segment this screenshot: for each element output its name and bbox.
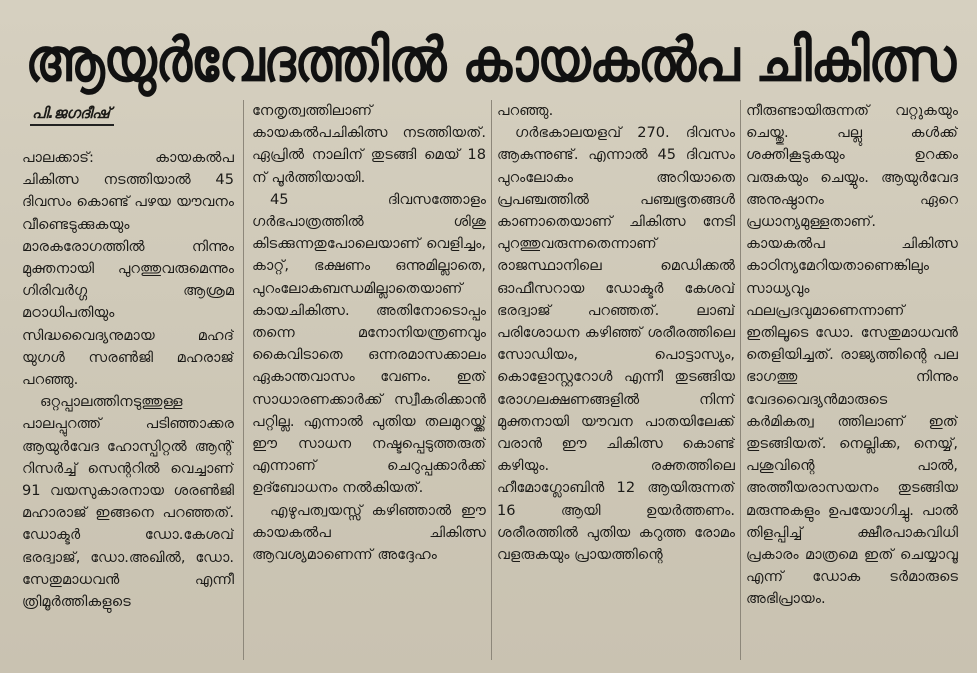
article-column-1 bbox=[22, 147, 234, 667]
paragraph: നീരുണ്ടായിരുന്നത് വറ്റുകയും ചെയ്തു. പല്ലു കൾക്ക് ശക്തികൂടുകയും ഉറക്കം വരുകയും ചെയ്യും. ആയുർവേദ അനുഷ്ഠാനം ഏറെ പ്രധാന്യമുള്ളതാണ്. കായകൽപ ചികിത്സ കാഠിന്യമേറിയതാണെങ്കിലും സാധ്യവും ഫലപ്രദവുമാണെന്നാണ് ഇതിലൂടെ ഡോ. സേതുമാധവൻ തെളിയിച്ചത്. രാജ്യത്തിന്റെ പല ഭാഗത്തു നിന്നും വേദവൈദ്യൻമാരുടെ കർമികത്വ ത്തിലാണ് ഇത് തുടങ്ങിയത്. നെല്ലിക്ക, നെയ്യ്, പശുവിന്റെ പാൽ, അത്തീയരാസയനം തുടങ്ങിയ മരുന്നുകളും ഉപയോഗിച്ചു. പാൽ തിളപ്പിച്ച് ക്ഷീരപാകവിധി പ്രകാരം മാത്രമെ ഇത് ചെയ്യാവൂ എന്ന് ഡോക ടർമാരുടെ അഭിപ്രായം. bbox=[746, 102, 958, 608]
article-column-3 bbox=[497, 100, 735, 665]
article-headline: ആയുർവേദത്തിൽ കായകൽപ ചികിത്സ bbox=[25, 25, 955, 95]
column-divider bbox=[243, 100, 244, 660]
column-divider bbox=[740, 100, 741, 660]
paragraph: 45 ദിവസത്തോളം ഗർഭപാത്രത്തിൽ ശിശു കിടക്കുന്നതുപോലെയാണ് വെളിച്ചം, കാറ്റ്, ഭക്ഷണം ഒന്നുമില്ലാതെ, പുറംലോകബന്ധമില്ലാതെയാണ് കായചികിത്സ. അതിനോടൊപ്പം തന്നെ മനോനിയന്ത്രണവും കൈവിടാതെ ഒന്നരമാസക്കാലം ഏകാന്തവാസം വേണം. ഇത് സാധാരണക്കാർക്ക് സ്വീകരിക്കാൻ പറ്റില്ല. എന്നാൽ പുതിയ തലമുറയ്ക്ക് ഈ സാധന നഷ്ടപ്പെടുത്തരുത് എന്നാണ് ചെറുപ്പക്കാർക്ക് ഉദ്ബോധനം നൽകിയത്. bbox=[252, 190, 486, 497]
paragraph: പാലക്കാട്: കായകൽപ ചികിത്സ നടത്തിയാൽ 45 ദിവസം കൊണ്ട് പഴയ യൗവനം വീണ്ടെടുക്കുകയും മാരകരോഗത്തിൽ നിന്നും മുക്തനായി പുറത്തുവരുമെന്നും ഗിരിവർഗ്ഗ ആശ്രമ മഠാധിപതിയും സിദ്ധവൈദ്യനുമായ മഹദ് യുഗൾ സരൺജി മഹരാജ് പറഞ്ഞു. bbox=[22, 149, 234, 389]
column-divider bbox=[491, 100, 492, 660]
article-column-2 bbox=[252, 100, 486, 665]
byline: പി.ജഗദീഷ് bbox=[30, 104, 114, 126]
paragraph: നേതൃത്വത്തിലാണ് കായകൽപചികിത്സ നടത്തിയത്. ഏപ്രിൽ നാലിന് തുടങ്ങി മെയ് 18 ന് പൂർത്തിയായി. bbox=[252, 102, 486, 186]
paragraph: പറഞ്ഞു. bbox=[497, 102, 554, 119]
paragraph: ഒറ്റപ്പാലത്തിനടുത്തുള്ള പാലപ്പുറത്ത് പടിഞ്ഞാക്കര ആയുർവേദ ഹോസ്പിറ്റൽ ആന്റ് റിസർച്ച് സെന്ററിൽ വെച്ചാണ് 91 വയസുകാരനായ ശരൺജി മഹാരാജ് ഇങ്ങനെ പറഞ്ഞത്. ഡോക്ടർ ഡോ.കേശവ് ഭരദ്വാജ്, ഡോ.അഖിൽ, ഡോ. സേതുമാധവൻ എന്നീ ത്രിമൂർത്തികളുടെ bbox=[22, 393, 234, 611]
paragraph: ഗർഭകാലയളവ് 270. ദിവസം ആകുന്നുണ്ട്. എന്നാൽ 45 ദിവസം പുറംലോകം അറിയാതെ പ്രപഞ്ചത്തിൽ പഞ്ചഭൂതങ്ങൾ കാണാതെയാണ് ചികിത്സ നേടി പുറത്തുവരുന്നതെന്നാണ് രാജസ്ഥാനിലെ മെഡിക്കൽ ഓഫീസറായ ഡോക്ടർ കേശവ് ഭരദ്വാജ് പറഞ്ഞത്. ലാബ് പരിശോധന കഴിഞ്ഞ് ശരീരത്തിലെ സോഡിയം, പൊട്ടാസ്യം, കൊളോസ്റ്ററോൾ എന്നീ തുടങ്ങിയ രോഗലക്ഷണങ്ങളിൽ നിന്ന് മുക്തനായി യൗവന പാതയിലേക്ക് വരാൻ ഈ ചികിത്സ കൊണ്ട് കഴിയും. രക്തത്തിലെ ഹീമോഗ്ലോബിൻ 12 ആയിരുന്നത് 16 ആയി ഉയർത്തണം. ശരീരത്തിൽ പുതിയ കറുത്ത രോമം വളരുകയും പ്രായത്തിന്റെ bbox=[497, 124, 735, 564]
paragraph: എഴുപത്വയസ്സ് കഴിഞ്ഞാൽ ഈ കായകൽപ ചികിത്സ ആവശ്യമാണെന്ന് അദ്ദേഹം bbox=[252, 501, 486, 564]
article-column-4 bbox=[746, 100, 958, 665]
